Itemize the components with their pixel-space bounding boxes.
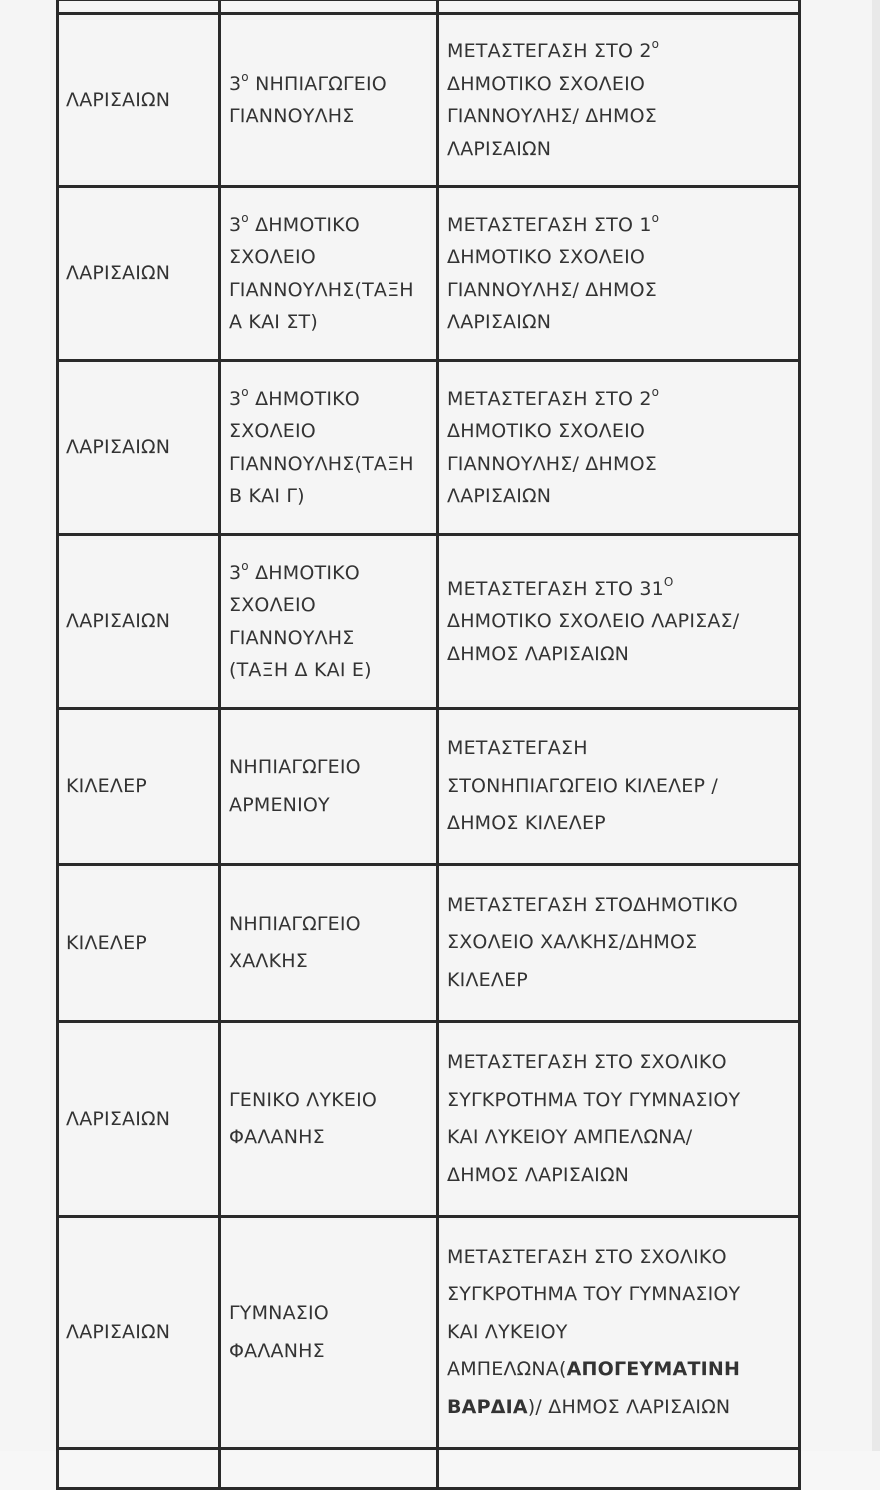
relocation-text: ΑΜΠΕΛΩΝΑ( xyxy=(447,1358,567,1381)
relocation-line: ΜΕΤΑΣΤΕΓΑΣΗ ΣΤΟ ΣΧΟΛΙΚΟ xyxy=(447,1245,727,1268)
table-row xyxy=(58,187,800,361)
municipality-cell: ΛΑΡΙΣΑΙΩΝ xyxy=(58,1217,220,1449)
afternoon-shift-bold: ΑΠΟΓΕΥΜΑΤΙΝΗ xyxy=(566,1358,741,1381)
relocation-line: ΔΗΜΟΤΙΚΟ ΣΧΟΛΕΙΟ xyxy=(447,420,646,442)
relocation-line xyxy=(447,1351,792,1389)
relocation-cell xyxy=(438,361,800,535)
table-row xyxy=(58,0,800,14)
school-cell xyxy=(220,709,438,865)
municipality-cell: ΛΑΡΙΣΑΙΩΝ xyxy=(58,361,220,535)
relocation-line: ΛΑΡΙΣΑΙΩΝ xyxy=(447,137,552,160)
school-cell xyxy=(220,361,438,535)
table-row xyxy=(58,865,800,1022)
relocation-cell xyxy=(438,1022,800,1217)
scrollbar-track[interactable] xyxy=(872,0,880,1451)
relocation-table xyxy=(56,0,801,1490)
municipality-cell: ΛΑΡΙΣΑΙΩΝ xyxy=(58,14,220,187)
ordinal-marker: ο xyxy=(241,558,249,573)
relocation-line: ΚΑΙ ΛΥΚΕΙΟΥ ΑΜΠΕΛΩΝΑ/ xyxy=(447,1126,693,1148)
school-line: (ΤΑΞΗ Δ ΚΑΙ Ε) xyxy=(229,659,372,681)
relocation-line: ΜΕΤΑΣΤΕΓΑΣΗ ΣΤΟΔΗΜΟΤΙΚΟ xyxy=(447,893,738,916)
school-line: Β ΚΑΙ Γ) xyxy=(229,485,305,507)
school-line: ΓΙΑΝΝΟΥΛΗΣ xyxy=(229,105,355,127)
relocation-line: ΜΕΤΑΣΤΕΓΑΣΗ ΣΤΟ $1^o$ xyxy=(447,210,660,236)
relocation-cell xyxy=(438,709,800,865)
relocation-line: ΔΗΜΟΤΙΚΟ ΣΧΟΛΕΙΟ xyxy=(447,246,646,268)
school-line: ΝΗΠΙΑΓΩΓΕΙΟ xyxy=(229,756,361,778)
relocation-cell xyxy=(438,14,800,187)
relocation-line: ΔΗΜΟΣ ΛΑΡΙΣΑΙΩΝ xyxy=(447,642,630,665)
school-line: ΣΧΟΛΕΙΟ xyxy=(229,420,316,442)
school-cell xyxy=(220,865,438,1022)
relocation-line: ΣΧΟΛΕΙΟ ΧΑΛΚΗΣ/ΔΗΜΟΣ xyxy=(447,931,698,954)
relocation-line: ΜΕΤΑΣΤΕΓΑΣΗ ΣΤΟ $2^o$ xyxy=(447,384,660,410)
relocation-line: ΔΗΜΟΣ ΛΑΡΙΣΑΙΩΝ xyxy=(447,1163,630,1186)
relocation-cell xyxy=(438,1217,800,1449)
school-line: ΓΕΝΙΚΟ ΛΥΚΕΙΟ xyxy=(229,1088,378,1111)
municipality-cell xyxy=(58,0,220,14)
school-line: ΑΡΜΕΝΙΟΥ xyxy=(229,793,330,816)
school-line: ΝΗΠΙΑΓΩΓΕΙΟ xyxy=(229,912,361,935)
table-row xyxy=(58,709,800,865)
municipality-cell xyxy=(58,1449,220,1489)
municipality-cell: ΛΑΡΙΣΑΙΩΝ xyxy=(58,1022,220,1217)
relocation-line: ΓΙΑΝΝΟΥΛΗΣ/ ΔΗΜΟΣ xyxy=(447,105,657,127)
school-line: Α ΚΑΙ ΣΤ) xyxy=(229,311,318,333)
municipality-cell: ΚΙΛΕΛΕΡ xyxy=(58,709,220,865)
relocation-cell xyxy=(438,0,800,14)
school-line: ΣΧΟΛΕΙΟ xyxy=(229,594,316,616)
school-cell xyxy=(220,1217,438,1449)
relocation-line: ΔΗΜΟΤΙΚΟ ΣΧΟΛΕΙΟ xyxy=(447,72,646,95)
relocation-line: ΚΙΛΕΛΕΡ xyxy=(447,968,528,991)
table-row xyxy=(58,1449,800,1489)
municipality-cell: ΛΑΡΙΣΑΙΩΝ xyxy=(58,535,220,709)
table-row xyxy=(58,14,800,187)
relocation-line: ΔΗΜΟΤΙΚΟ ΣΧΟΛΕΙΟ ΛΑΡΙΣΑΣ/ xyxy=(447,610,740,633)
school-line: $3^o$ ΝΗΠΙΑΓΩΓΕΙΟ xyxy=(229,69,387,95)
relocation-cell xyxy=(438,187,800,361)
relocation-cell xyxy=(438,535,800,709)
relocation-line: ΓΙΑΝΝΟΥΛΗΣ/ ΔΗΜΟΣ xyxy=(447,278,657,301)
relocation-line: ΓΙΑΝΝΟΥΛΗΣ/ ΔΗΜΟΣ xyxy=(447,452,657,475)
shift-bold: ΒΑΡΔΙΑ xyxy=(447,1395,528,1418)
relocation-text: )/ ΔΗΜΟΣ ΛΑΡΙΣΑΙΩΝ xyxy=(527,1395,731,1418)
school-line: $3^o$ ΔΗΜΟΤΙΚΟ xyxy=(229,210,360,236)
relocation-line: ΔΗΜΟΣ ΚΙΛΕΛΕΡ xyxy=(447,812,606,835)
relocation-line xyxy=(447,1389,792,1427)
school-cell xyxy=(220,0,438,14)
table-row xyxy=(58,535,800,709)
relocation-line: ΣΥΓΚΡΟΤΗΜΑ ΤΟΥ ΓΥΜΝΑΣΙΟΥ xyxy=(447,1283,741,1306)
school-cell xyxy=(220,187,438,361)
relocation-line: ΣΥΓΚΡΟΤΗΜΑ ΤΟΥ ΓΥΜΝΑΣΙΟΥ xyxy=(447,1088,741,1111)
school-cell xyxy=(220,1449,438,1489)
school-line: ΣΧΟΛΕΙΟ xyxy=(229,246,316,268)
table-row xyxy=(58,361,800,535)
relocation-line: ΛΑΡΙΣΑΙΩΝ xyxy=(447,485,552,507)
ordinal-marker: Ο xyxy=(663,574,674,589)
relocation-line: ΜΕΤΑΣΤΕΓΑΣΗ ΣΤΟ $31^O$ xyxy=(447,574,674,600)
relocation-line: ΜΕΤΑΣΤΕΓΑΣΗ ΣΤΟ ΣΧΟΛΙΚΟ xyxy=(447,1051,727,1073)
municipality-cell: ΚΙΛΕΛΕΡ xyxy=(58,865,220,1022)
relocation-line: ΚΑΙ ΛΥΚΕΙΟΥ xyxy=(447,1320,568,1343)
school-line: $3^o$ ΔΗΜΟΤΙΚΟ xyxy=(229,384,360,410)
school-line: $3^o$ ΔΗΜΟΤΙΚΟ xyxy=(229,558,360,584)
school-cell xyxy=(220,1022,438,1217)
ordinal-marker: ο xyxy=(241,210,249,225)
relocation-cell xyxy=(438,865,800,1022)
ordinal-marker: ο xyxy=(651,37,660,51)
school-line: ΓΙΑΝΝΟΥΛΗΣ(ΤΑΞΗ xyxy=(229,278,414,301)
municipality-cell: ΛΑΡΙΣΑΙΩΝ xyxy=(58,187,220,361)
relocation-line: ΜΕΤΑΣΤΕΓΑΣΗ ΣΤΟ $2^o$ xyxy=(447,37,660,62)
relocation-cell xyxy=(438,1449,800,1489)
school-cell xyxy=(220,14,438,187)
ordinal-marker: ο xyxy=(651,384,660,399)
school-line: ΧΑΛΚΗΣ xyxy=(229,950,308,972)
table-row xyxy=(58,1022,800,1217)
relocation-line: ΜΕΤΑΣΤΕΓΑΣΗ xyxy=(447,737,588,760)
school-line: ΓΙΑΝΝΟΥΛΗΣ xyxy=(229,626,355,649)
ordinal-marker: ο xyxy=(241,69,249,84)
relocation-line: ΣΤΟΝΗΠΙΑΓΩΓΕΙΟ ΚΙΛΕΛΕΡ / xyxy=(447,774,719,797)
school-line: ΦΑΛΑΝΗΣ xyxy=(229,1126,325,1148)
school-line: ΦΑΛΑΝΗΣ xyxy=(229,1339,325,1362)
ordinal-marker: ο xyxy=(241,384,249,399)
school-cell xyxy=(220,535,438,709)
school-line: ΓΙΑΝΝΟΥΛΗΣ(ΤΑΞΗ xyxy=(229,452,414,475)
ordinal-marker: ο xyxy=(651,210,660,225)
school-line: ΓΥΜΝΑΣΙΟ xyxy=(229,1302,329,1324)
table-row xyxy=(58,1217,800,1449)
relocation-line: ΛΑΡΙΣΑΙΩΝ xyxy=(447,311,552,333)
